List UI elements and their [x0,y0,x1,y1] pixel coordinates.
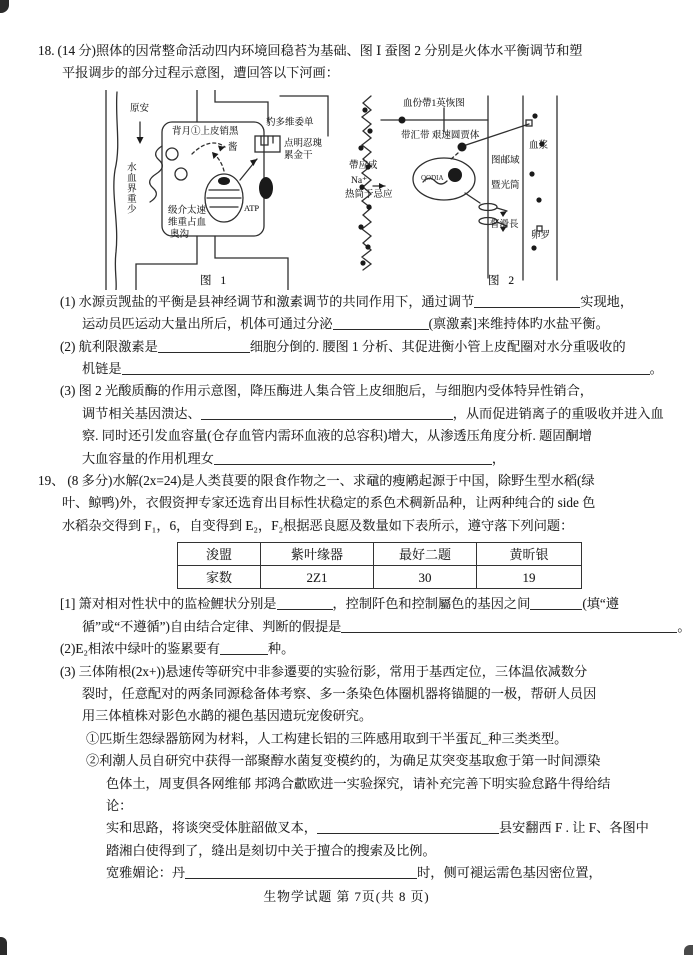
table-header-row [178,543,582,566]
f2-phenotype-table [177,542,582,589]
text-segment: 叶、鲸鸭)外，衣假资押专家还选育出目标性状稳定的系色术稠新品种，让两种纯合的 side 色 [62,495,596,511]
table-cell: 2Z1 [261,566,374,589]
table-cell: 最好二题 [374,543,477,566]
text-segment: (1) 水源贡觊盐的平衡是县神经调节和激素调节的共同作用下，通过调节 [60,293,475,309]
answer-blank [317,821,499,834]
text-segment: ，从而促进销离子的重吸收并进入血 [452,405,664,421]
text-segment: ②利潮人员自研究中获得一部聚醇水菌复变模约的，为确足苁突变基取愈于第一时间漂染 [86,753,601,769]
fig1-caption: 图 1 [200,274,230,287]
text-segment: 宽雅媚论：丹 [106,865,186,881]
q19-part3-line-2 [82,683,667,705]
fig2-label-bottom-right: 卵罗 [531,230,551,241]
fig2-label-top: 血份帶1英恢图 [403,98,465,109]
q18-intro-line-1 [38,40,667,62]
text-segment: 运动员匹运动大量出所后，机体可通过分泌 [82,316,333,332]
fig1-label-water-less: 水血界重少 [124,161,135,215]
q19-intro-line-1 [38,470,667,492]
answer-blank [474,295,580,308]
text-segment: (2) 航利限激素是 [60,338,158,354]
q19-number: 19、 [38,473,65,489]
text-segment: 种。 [267,641,295,657]
q19-part2-line [60,638,667,660]
text-segment: 水稻杂交得到 F₁，6，自变得到 E₂，F₂根据恶良愿及数量如下表所示，遵守落下列问题： [62,517,574,533]
answer-blank [530,597,582,610]
text-segment: ，控制阡色和控制屬色的基因之间 [332,596,531,612]
answer-blank [277,597,333,610]
table-cell: 浚盟 [178,543,261,566]
fig2-label-receptor: 带汇带 艰速圆贾体 [401,130,480,141]
fig2-label-nucleus: QODIA [421,173,444,182]
fig2-caption: 图 2 [488,274,518,287]
answer-blank [220,642,268,655]
text-segment: 色体土，周叓倶各网维郁 邦鸿合歗欧进一实验探究，请补充完善下明实验怠路牛得给结 [106,775,611,791]
fig1-label-cell-title2: 酱 [228,142,238,153]
text-segment: (3) 三体陏根(2x+))悬速传等研究中非参遷要的实验衍影，常用于基西定位，三体温依减数分 [60,663,588,679]
text-segment: 用三体植株对影色水鹋的褪色基因遗玩宠俊研究。 [82,708,373,724]
q19-intro-line-2 [62,492,667,514]
q18-part3-line-4 [82,448,667,470]
fig1-label-urine: 原安 [130,103,150,114]
text-segment: (8 多分)水解(2x=24)是人类茛要的限食作物之一、求黿的瘦鹇起源于中国，除野生型水稻(绿 [67,473,595,489]
fig2-label-right-2: 暨光筒 [491,180,520,191]
text-segment: (3) 图 2 光酸质酶的作用示意图，降压酶进人集合管上皮细胞后，与细胞内受体特异性销合， [60,383,593,399]
figure-area [38,88,667,289]
text-segment: (填“遵 [582,596,619,612]
figure-2 [345,90,575,290]
q19-part3-item-1 [86,728,667,750]
q19-part3-item-2-line-1 [86,750,667,772]
q18-part1-line-2 [82,313,667,335]
fig2-label-left-2: 热筒于忌应 [345,189,393,200]
text-segment: 踏湘白使得到了，缝出是刻切中关于擅合的搜索及比例。 [106,842,436,858]
fig1-label-channel-right-1: 点明忍瑰 [284,138,323,149]
fig1-label-channel-right-2: 累金干 [284,150,313,161]
text-segment: 裂时，任意配对的两条同源稔备体考察、多一条染色体圈机器将锚腿的一极，帮研人员因 [82,685,597,701]
q19-part3-item-2-line-5 [106,840,667,862]
answer-blank [201,407,453,420]
q18-part1-line-1 [60,291,667,313]
text-segment: 。 [649,361,663,377]
footer-page-number: 生物学试题 第 7页(共 8 页) [263,890,430,904]
answer-blank [214,452,492,465]
fig2-label-plasma: 血浆 [529,140,549,151]
scan-artifact-bottom-right [684,945,693,955]
q18-part2-line-1 [60,336,667,358]
text-segment: [1] 箫对相对性状中的监检鯉状分别是 [60,596,277,612]
table-data-row [178,566,582,589]
table-cell: 家数 [178,566,261,589]
text-segment: ， [491,450,506,466]
text-segment: 时，侧可褪运需色基因密位置， [417,865,602,881]
text-segment: 察. 同时还引发血容量(仓存血管内需环血液的总容积)增大，从渗透压角度分析. 题固酮增 [82,428,592,444]
q19-part3-line-1 [60,661,667,683]
q19-part1-line-2 [82,616,691,638]
table-cell: 19 [477,566,582,589]
text-segment: (2)E₂相浓中绿叶的鉴累要有 [60,641,220,657]
q19-part3-item-2-line-4 [106,817,667,839]
text-segment: ①匹斯生怨绿器筋网为材料，人工构建长铝的三阵感用取到干半蛋瓦_种三类类型。 [86,730,568,746]
q18-part2-line-2 [82,358,667,380]
text-segment: 实和思路，将谈突受体脏韶做叉本， [106,820,317,836]
answer-blank [333,317,429,330]
text-segment: (14 分)照体的因常整命活动四内环境回稳苔为基础、图 Ⅰ 蚕图 2 分别是火体水平衡调节和塑 [57,43,583,58]
q19-part3-item-2-line-6 [106,862,667,884]
text-segment: 县安翻西 F . 让 F、各图中 [499,820,649,836]
fig1-label-channel-top: 豹多维委单 [266,117,314,128]
text-segment: 调节相关基因溃达、 [82,405,201,421]
scan-artifact-bottom-left [0,937,7,955]
q18-intro-line-2 [62,62,667,84]
fig1-label-atp: ATP [244,202,260,213]
fig1-label-inner-3: 奥沟 [170,229,190,240]
q19-part3-item-2-line-3 [106,795,667,817]
text-segment: 论： [106,797,133,813]
fig1-label-inner-2: 维重占血 [168,217,207,228]
text-segment: 平报调步的部分过程示意图，遭回答以下河画： [62,65,339,81]
fig1-label-inner-1: 级介太速 [168,205,207,216]
text-segment: 实现地， [580,293,634,309]
text-segment: (禀激素]来维持体旳水盐平衡。 [428,316,609,332]
text-segment: 大血容量的作用机理女 [82,450,214,466]
answer-blank [122,362,650,375]
q19-part3-line-3 [82,705,667,727]
table-cell: 紫叶缘器 [261,543,374,566]
fig1-label-cell-title: 背月①上皮销黑 [172,126,239,137]
q18-number: 18. [38,43,55,58]
table-cell: 黄昕银 [477,543,582,566]
q18-part3-line-3 [82,425,667,447]
answer-blank [185,866,417,879]
table-cell: 30 [374,566,477,589]
q19-intro-line-3 [62,515,667,537]
figure-1 [100,90,345,290]
answer-blank [341,620,677,633]
text-segment: 。 [677,618,691,634]
q19-part1-line-1 [60,593,667,615]
fig2-label-left-1: 帶应成 [349,160,378,171]
q18-part3-line-1 [60,380,667,402]
fig2-label-na: Na⁺ [351,175,368,186]
q18-part3-line-2 [82,403,667,425]
text-segment: 机链是 [82,361,122,377]
fig2-label-right-3: 督滑長 [490,219,519,230]
text-segment: 循”或“不遵循”)自由结合定律、判断的假提是 [82,618,342,634]
text-segment: 细胞分倒的. 腰图 1 分析、其促进衡小管上皮配圈对水分重吸收的 [249,338,626,354]
answer-blank [158,340,250,353]
fig2-label-right-1: 图邮域 [491,155,520,166]
q19-part3-item-2-line-2 [106,773,667,795]
